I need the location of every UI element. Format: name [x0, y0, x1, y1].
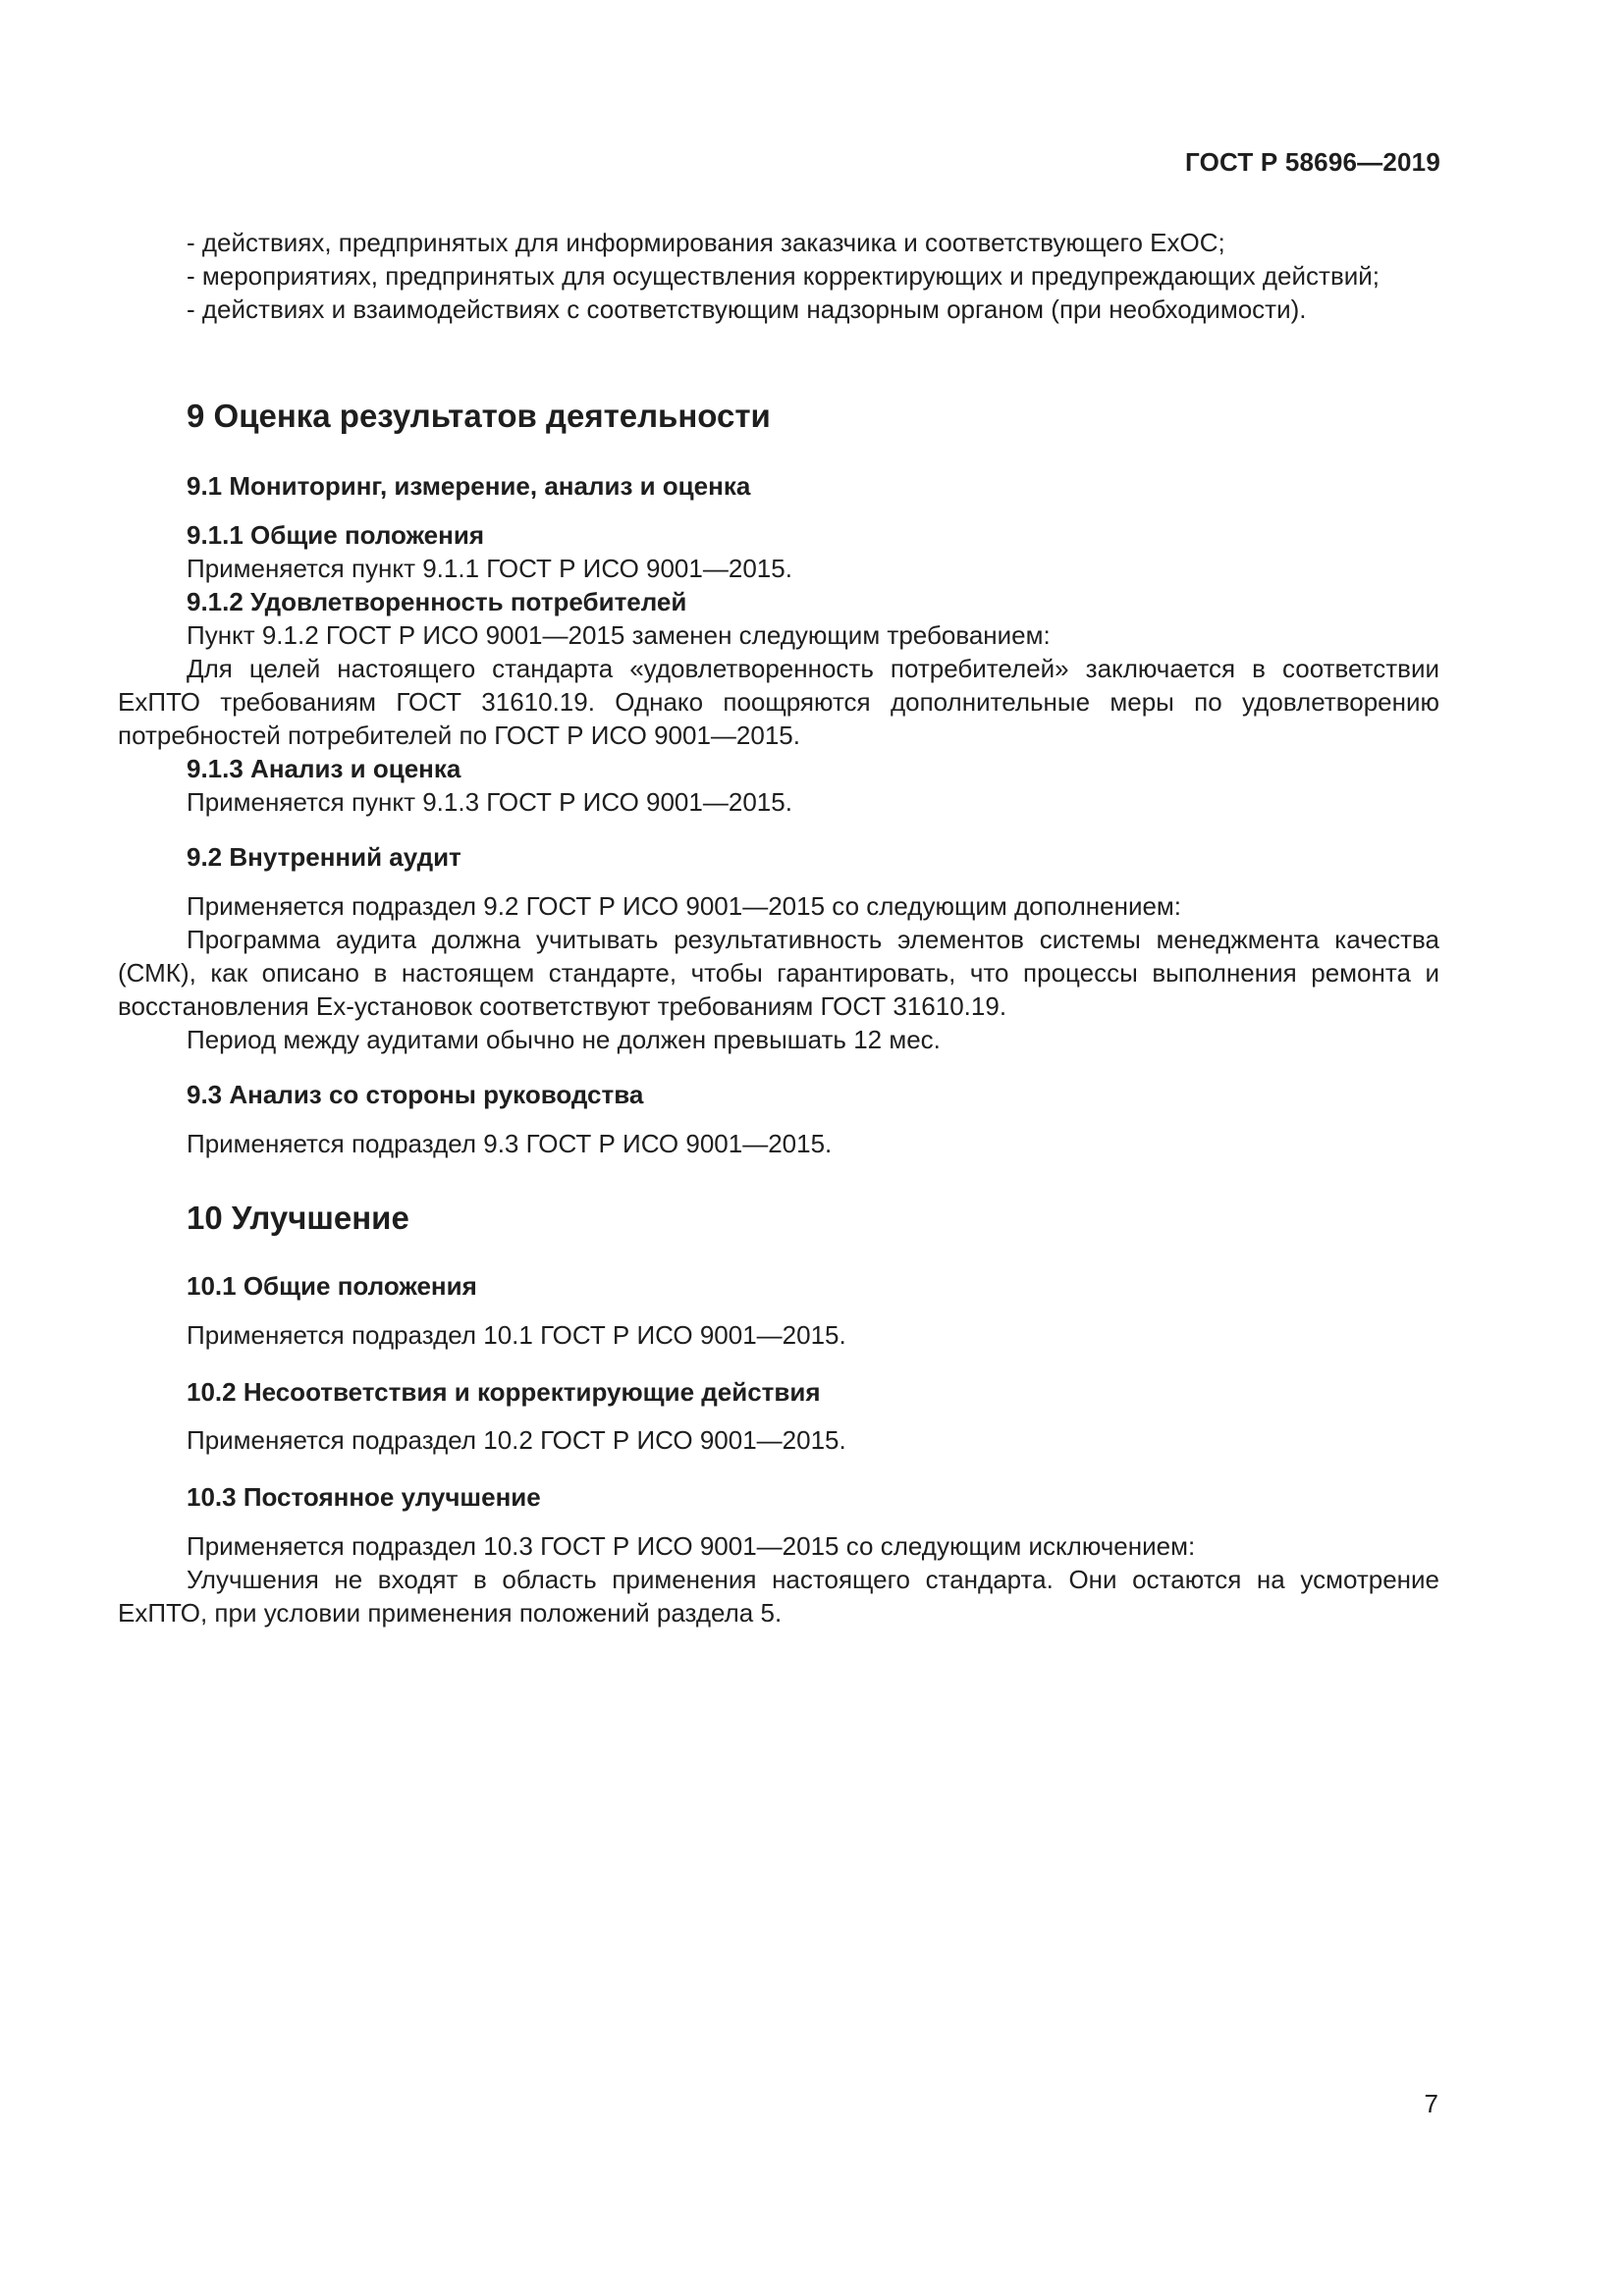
section-10-3-heading: 10.3 Постоянное улучшение [187, 1482, 541, 1512]
section-10-2-body [118, 1423, 1439, 1457]
section-10-1-body [118, 1318, 1439, 1352]
list-item: - действиях и взаимодействиях с соответствующим надзорным органом (при необходимости). [187, 294, 1307, 324]
section-10-1-heading: 10.1 Общие положения [187, 1271, 477, 1301]
paragraph: Применяется подраздел 10.3 ГОСТ Р ИСО 9001—2015 со следующим исключением: [187, 1531, 1196, 1561]
section-10-heading: 10 Улучшение [187, 1200, 409, 1236]
document-header: ГОСТ Р 58696—2019 [1185, 147, 1440, 177]
section-9-1-2-heading: 9.1.2 Удовлетворенность потребителей [187, 587, 687, 616]
paragraph: Применяется пункт 9.1.1 ГОСТ Р ИСО 9001—2015. [187, 554, 792, 583]
section-10-2-heading: 10.2 Несоответствия и корректирующие действия [187, 1377, 821, 1407]
section-9-heading: 9 Оценка результатов деятельности [187, 398, 771, 434]
paragraph: Применяется пункт 9.1.3 ГОСТ Р ИСО 9001—2015. [187, 787, 792, 817]
section-9-1-heading: 9.1 Мониторинг, измерение, анализ и оценка [187, 471, 751, 501]
section-9-2-body [118, 889, 1439, 1056]
paragraph: Применяется подраздел 9.3 ГОСТ Р ИСО 9001—2015. [187, 1129, 833, 1158]
paragraph: Применяется подраздел 9.2 ГОСТ Р ИСО 9001—2015 со следующим дополнением: [187, 891, 1182, 921]
section-9-2-heading: 9.2 Внутренний аудит [187, 842, 461, 872]
paragraph: Программа аудита должна учитывать результативность элементов системы менеджмента качества (СМК), как описано в настоящем стандарте, чтобы гарантировать, что процессы выполнения ремонта и восстановления Ex-установок соответствуют требованиям ГОСТ 31610.19. [118, 925, 1439, 1021]
list-item: - мероприятиях, предпринятых для осуществления корректирующих и предупреждающих действий; [187, 261, 1380, 291]
page-number: 7 [1424, 2089, 1438, 2118]
section-9-3-heading: 9.3 Анализ со стороны руководства [187, 1080, 644, 1109]
paragraph: Применяется подраздел 10.1 ГОСТ Р ИСО 9001—2015. [187, 1320, 846, 1350]
section-10-3-body [118, 1529, 1439, 1629]
paragraph: Улучшения не входят в область применения настоящего стандарта. Они остаются на усмотрение ExПТО, при условии применения положений раздела 5. [118, 1565, 1439, 1628]
paragraph: Для целей настоящего стандарта «удовлетворенность потребителей» заключается в соответствии ExПТО требованиям ГОСТ 31610.19. Однако поощряются дополнительные меры по удовлетворению потребностей потребителей по ГОСТ Р ИСО 9001—2015. [118, 654, 1439, 750]
paragraph: Применяется подраздел 10.2 ГОСТ Р ИСО 9001—2015. [187, 1425, 846, 1455]
list-item: - действиях, предпринятых для информирования заказчика и соответствующего ExOC; [187, 228, 1225, 257]
section-9-1-1-heading: 9.1.1 Общие положения [187, 520, 484, 550]
paragraph: Пункт 9.1.2 ГОСТ Р ИСО 9001—2015 заменен следующим требованием: [187, 620, 1051, 650]
intro-list [118, 226, 1439, 326]
section-9-3-body [118, 1127, 1439, 1160]
paragraph: Период между аудитами обычно не должен превышать 12 мес. [187, 1025, 941, 1054]
section-9-1-body [118, 518, 1439, 819]
section-9-1-3-heading: 9.1.3 Анализ и оценка [187, 754, 461, 783]
